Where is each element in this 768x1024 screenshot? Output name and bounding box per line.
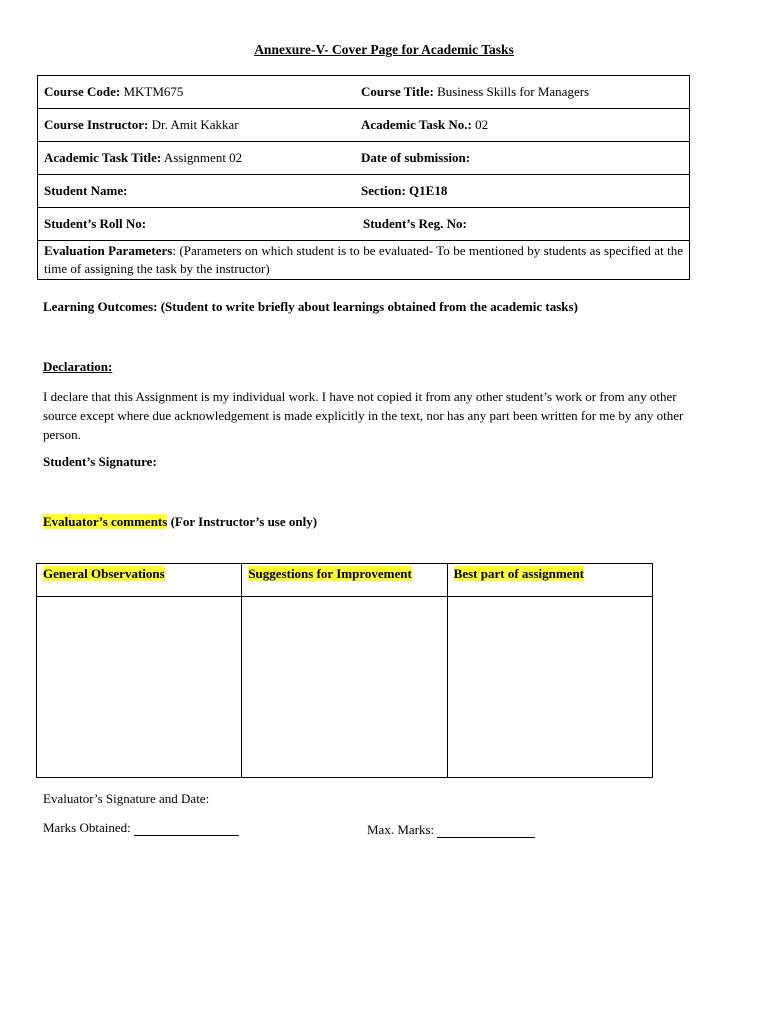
section-cell <box>355 175 690 208</box>
marks-obtained-blank[interactable] <box>134 821 239 836</box>
course-code-cell <box>38 76 356 109</box>
learning-outcomes: Learning Outcomes: (Student to write briefly about learnings obtained from the academic tasks) <box>43 299 578 314</box>
table-row <box>37 597 653 778</box>
max-marks <box>367 822 535 838</box>
table-row <box>38 76 690 109</box>
evaluator-comments-table <box>36 563 653 778</box>
general-observations-cell[interactable] <box>37 597 242 778</box>
table-row <box>38 109 690 142</box>
reg-no-cell <box>355 208 690 241</box>
instructor-value: Dr. Amit Kakkar <box>151 117 239 132</box>
course-code-value: MKTM675 <box>123 84 184 99</box>
student-name-label: Student Name: <box>44 183 128 198</box>
evaluator-comments-highlight: Evaluator’s comments <box>43 514 168 529</box>
evaluator-comments-note: (For Instructor’s use only) <box>167 514 318 529</box>
column-header-best-part <box>447 564 652 597</box>
best-part-cell[interactable] <box>447 597 652 778</box>
student-name-cell <box>38 175 356 208</box>
column-header-label: Best part of assignment <box>453 566 585 581</box>
max-marks-blank[interactable] <box>437 823 535 838</box>
course-title-cell <box>355 76 690 109</box>
task-title-value: Assignment 02 <box>163 150 243 165</box>
evaluation-parameters-text: : (Parameters on which student is to be evaluated- To be mentioned by students as specified at the time of assigning the task by the instructor) <box>44 243 683 276</box>
table-row <box>38 208 690 241</box>
reg-no-label: Student’s Reg. No: <box>363 216 467 231</box>
roll-no-label: Student’s Roll No: <box>44 216 147 231</box>
roll-no-cell <box>38 208 356 241</box>
student-signature-label: Student’s Signature: <box>43 454 157 469</box>
instructor-cell <box>38 109 356 142</box>
task-info-table <box>37 75 690 280</box>
task-no-label: Academic Task No.: <box>361 117 472 132</box>
declaration-heading: Declaration: <box>43 359 113 374</box>
column-header-general-observations <box>37 564 242 597</box>
marks-obtained <box>43 820 239 836</box>
course-code-label: Course Code: <box>44 84 121 99</box>
marks-obtained-label: Marks Obtained: <box>43 820 131 835</box>
column-header-label: Suggestions for Improvement <box>248 566 412 581</box>
max-marks-label: Max. Marks: <box>367 822 435 837</box>
table-row <box>38 175 690 208</box>
evaluation-parameters-cell <box>38 241 690 280</box>
table-row <box>38 142 690 175</box>
column-header-label: General Observations <box>43 566 165 581</box>
column-header-suggestions <box>242 564 447 597</box>
section-value: Q1E18 <box>409 183 448 198</box>
evaluator-comments-heading <box>43 514 317 530</box>
declaration-text: I declare that this Assignment is my individual work. I have not copied it from any other student’s work or from any other source except where due acknowledgement is made explicitly in the text, nor has any part been written for me by any other person. <box>43 389 684 442</box>
course-title-value: Business Skills for Managers <box>437 84 590 99</box>
table-row <box>37 564 653 597</box>
section-label: Section: <box>361 183 406 198</box>
instructor-label: Course Instructor: <box>44 117 149 132</box>
submission-date-cell <box>355 142 690 175</box>
page-title: Annexure-V- Cover Page for Academic Tasks <box>254 42 514 57</box>
task-title-cell <box>38 142 356 175</box>
suggestions-cell[interactable] <box>242 597 447 778</box>
task-title-label: Academic Task Title: <box>44 150 162 165</box>
task-no-cell <box>355 109 690 142</box>
table-row <box>38 241 690 280</box>
evaluator-signature-label: Evaluator’s Signature and Date: <box>43 791 210 806</box>
task-no-value: 02 <box>475 117 489 132</box>
course-title-label: Course Title: <box>361 84 434 99</box>
submission-date-label: Date of submission: <box>361 150 471 165</box>
evaluation-parameters-label: Evaluation Parameters <box>44 243 173 258</box>
